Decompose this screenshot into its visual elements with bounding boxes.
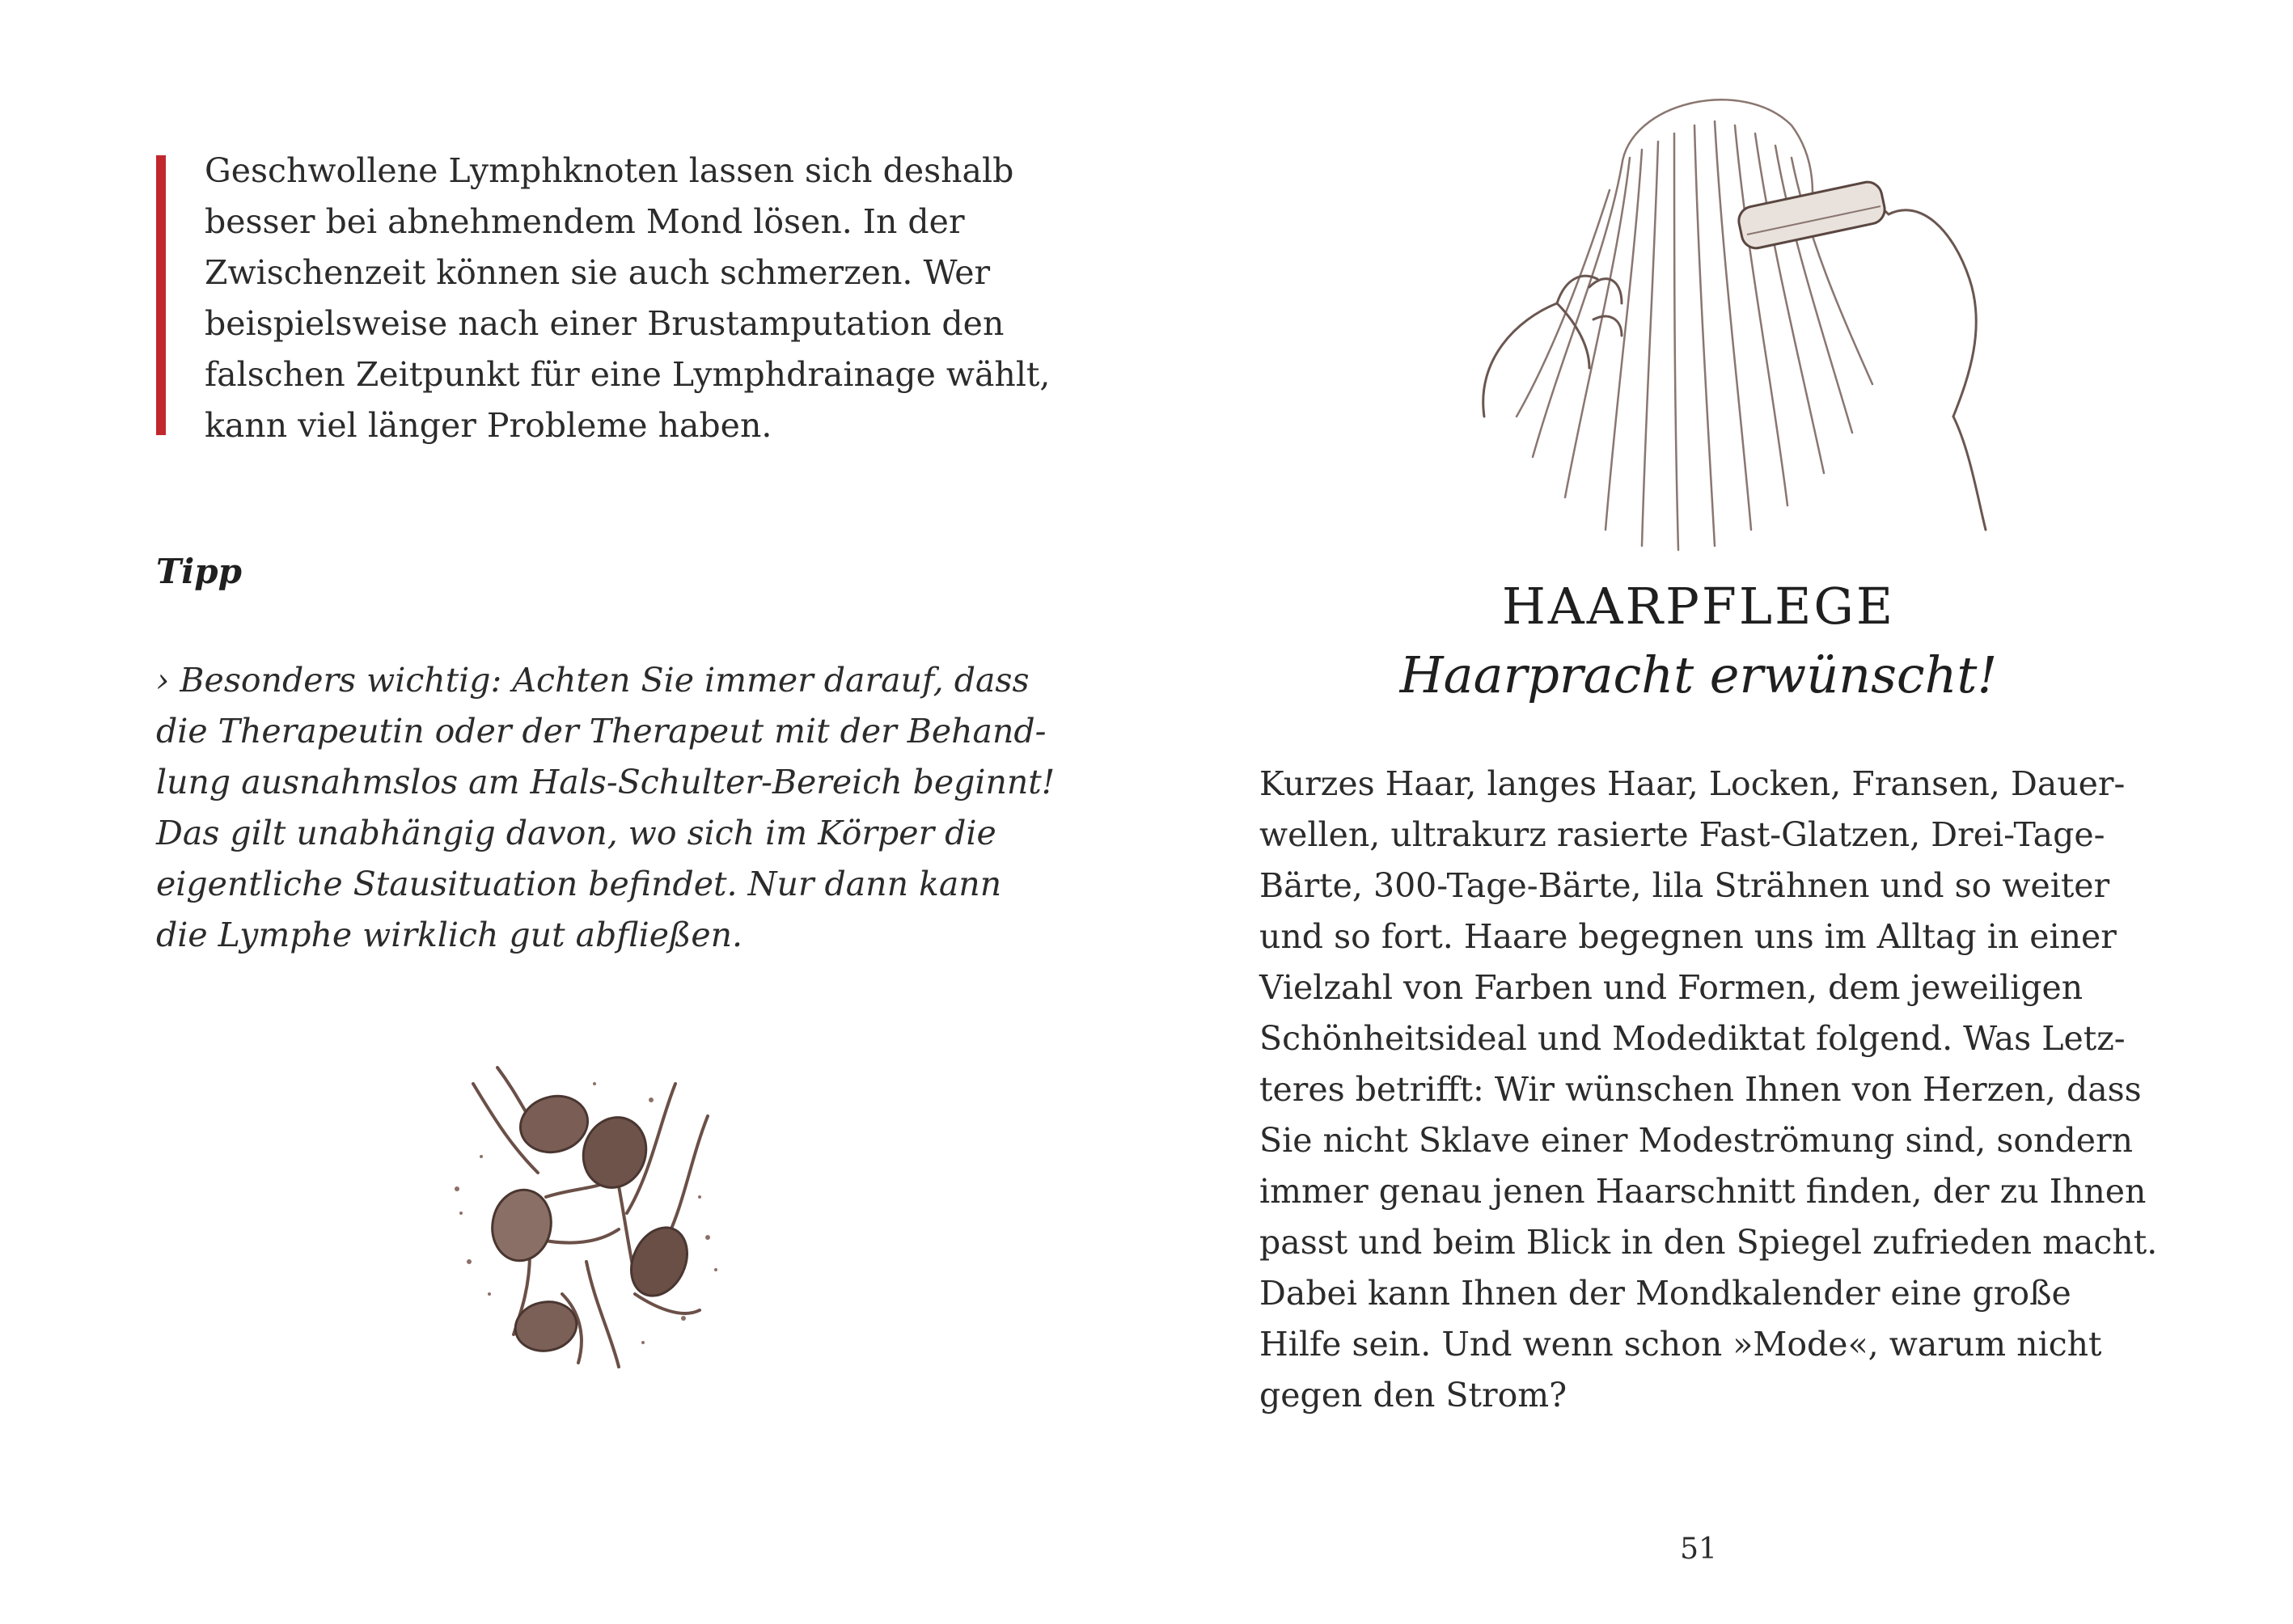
tipp-line: die Lymphe wirklich gut abfließen.: [156, 916, 743, 954]
body-line: Bärte, 300-Tage-Bärte, lila Strähnen und so weiter: [1259, 866, 2110, 905]
hair-brushing-icon: [1468, 77, 2002, 554]
body-line: Sie nicht Sklave einer Modeströmung sind, sondern: [1259, 1121, 2133, 1160]
tipp-line: lung ausnahmslos am Hals-Schulter-Bereich beginnt!: [156, 763, 1056, 801]
quote-line: Zwischenzeit können sie auch schmerzen. Wer: [205, 253, 991, 292]
body-line: immer genau jenen Haarschnitt finden, der zu Ihnen: [1259, 1172, 2147, 1211]
tipp-line: › Besonders wichtig: Achten Sie immer darauf, dass: [156, 661, 1030, 700]
section-subtitle: Haarpracht erwünscht!: [1399, 645, 1998, 704]
body-line: und so fort. Haare begegnen uns im Alltag in einer: [1259, 917, 2117, 956]
quote-line: beispielsweise nach einer Brustamputation den: [205, 304, 1005, 343]
body-line: Kurzes Haar, langes Haar, Locken, Fransen, Dauer-: [1259, 764, 2126, 803]
quote-line: besser bei abnehmendem Mond lösen. In der: [205, 202, 965, 241]
body-line: gegen den Strom?: [1259, 1376, 1567, 1415]
tipp-heading: Tipp: [156, 552, 242, 591]
section-title: HAARPFLEGE: [1501, 577, 1896, 636]
body-line: Schönheitsideal und Modediktat folgend. Was Letz-: [1259, 1019, 2126, 1058]
body-line: Vielzahl von Farben und Formen, dem jeweiligen: [1259, 968, 2084, 1007]
page-number: 51: [1680, 1533, 1717, 1566]
tipp-line: eigentliche Stausituation befindet. Nur dann kann: [156, 865, 1002, 903]
tipp-line: die Therapeutin oder der Therapeut mit der Behand-: [156, 712, 1047, 751]
body-line: passt und beim Blick in den Spiegel zufrieden macht.: [1259, 1223, 2158, 1262]
quote-line: kann viel länger Probleme haben.: [205, 406, 772, 445]
body-line: Hilfe sein. Und wenn schon »Mode«, warum nicht: [1259, 1325, 2102, 1364]
quote-accent-bar: [156, 155, 166, 435]
tipp-line: Das gilt unabhängig davon, wo sich im Körper die: [156, 814, 996, 852]
quote-line: falschen Zeitpunkt für eine Lymphdrainage wählt,: [205, 355, 1051, 394]
body-line: teres betrifft: Wir wünschen Ihnen von Herzen, dass: [1259, 1070, 2142, 1109]
body-line: Dabei kann Ihnen der Mondkalender eine große: [1259, 1274, 2071, 1313]
lymph-nodes-icon: [441, 1051, 732, 1375]
body-line: wellen, ultrakurz rasierte Fast-Glatzen, Drei-Tage-: [1259, 815, 2105, 854]
quote-line: Geschwollene Lymphknoten lassen sich deshalb: [205, 151, 1014, 190]
left-page: [0, 0, 1146, 1624]
